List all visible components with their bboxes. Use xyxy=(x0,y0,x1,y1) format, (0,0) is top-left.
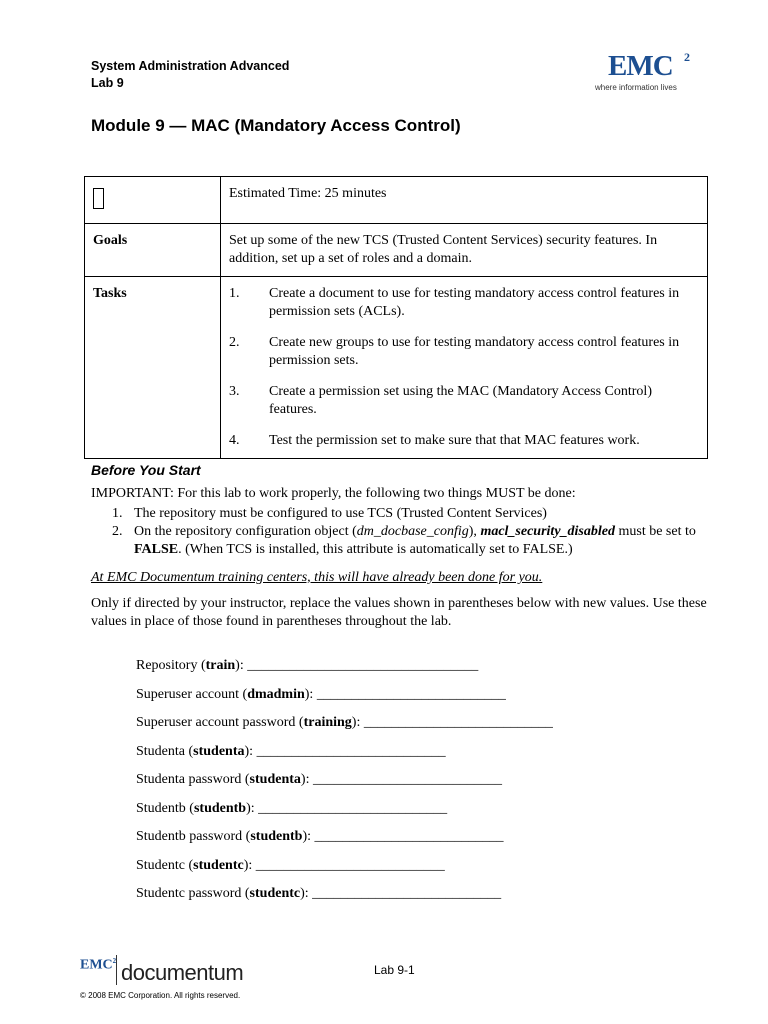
prerequisite-list xyxy=(112,505,712,559)
documentum-logo: EMC$^2$ documentum xyxy=(80,957,244,985)
emc-logo-superscript: 2 xyxy=(684,50,690,64)
emc-logo xyxy=(594,50,704,96)
field-studenta-password: Studenta password (studenta): ___________________________ xyxy=(136,772,502,787)
task-item: 4. Test the permission set to make sure that that MAC features work. xyxy=(229,433,640,448)
tasks-list xyxy=(221,277,708,459)
task-item: 1. Create a document to use for testing mandatory access control features in permission sets (ACLs). xyxy=(229,286,680,319)
instructions-text: Only if directed by your instructor, replace the values shown in parentheses below with new values. Use these values in place of those found in parentheses throughout the lab. xyxy=(91,596,707,629)
field-superuser-password: Superuser account password (training): ___________________________ xyxy=(136,715,553,730)
tasks-label: Tasks xyxy=(93,286,127,301)
list-item: 1. The repository must be configured to use TCS (Trusted Content Services) xyxy=(112,506,547,521)
document-header xyxy=(91,58,289,92)
task-item: 3. Create a permission set using the MAC (Mandatory Access Control) features. xyxy=(229,384,652,417)
goals-text: Set up some of the new TCS (Trusted Content Services) security features. In addition, set up a set of roles and a domain. xyxy=(221,224,708,277)
field-studentb: Studentb (studentb): ___________________________ xyxy=(136,801,448,816)
goals-label: Goals xyxy=(93,233,128,248)
training-center-note: At EMC Documentum training centers, this will have already been done for you. xyxy=(91,570,543,585)
copyright: © 2008 EMC Corporation. All rights reserved. xyxy=(80,991,241,1000)
lab-number: Lab 9 xyxy=(91,76,124,90)
field-studenta: Studenta (studenta): ___________________________ xyxy=(136,744,446,759)
field-studentc-password: Studentc password (studentc): ___________________________ xyxy=(136,886,502,901)
course-title: System Administration Advanced xyxy=(91,59,290,73)
list-item: 2. On the repository configuration object (dm_docbase_config), macl_security_disabled must be set to FALSE. (When TCS is installed, this attribute is automatically set to FALSE.) xyxy=(112,524,696,557)
important-note: IMPORTANT: For this lab to work properly, the following two things MUST be done: xyxy=(91,486,576,501)
field-studentc: Studentc (studentc): ___________________________ xyxy=(136,858,445,873)
field-studentb-password: Studentb password (studentb): ___________________________ xyxy=(136,829,504,844)
before-you-start-heading: Before You Start xyxy=(91,462,201,478)
field-repository: Repository (train): _________________________________ xyxy=(136,658,479,673)
emc-logo-tagline: where information lives xyxy=(595,83,677,92)
estimated-time: Estimated Time: 25 minutes xyxy=(221,177,708,224)
page-number: Lab 9-1 xyxy=(374,963,415,977)
table-row xyxy=(85,224,708,277)
page-title: Module 9 — MAC (Mandatory Access Control) xyxy=(91,116,461,135)
emc-logo-text: EMC xyxy=(608,50,673,82)
clock-icon xyxy=(93,188,104,209)
field-superuser-account: Superuser account (dmadmin): ___________________________ xyxy=(136,687,506,702)
lab-overview-table xyxy=(84,176,708,459)
table-row xyxy=(85,277,708,459)
table-row xyxy=(85,177,708,224)
task-item: 2. Create new groups to use for testing mandatory access control features in permission sets. xyxy=(229,335,680,368)
